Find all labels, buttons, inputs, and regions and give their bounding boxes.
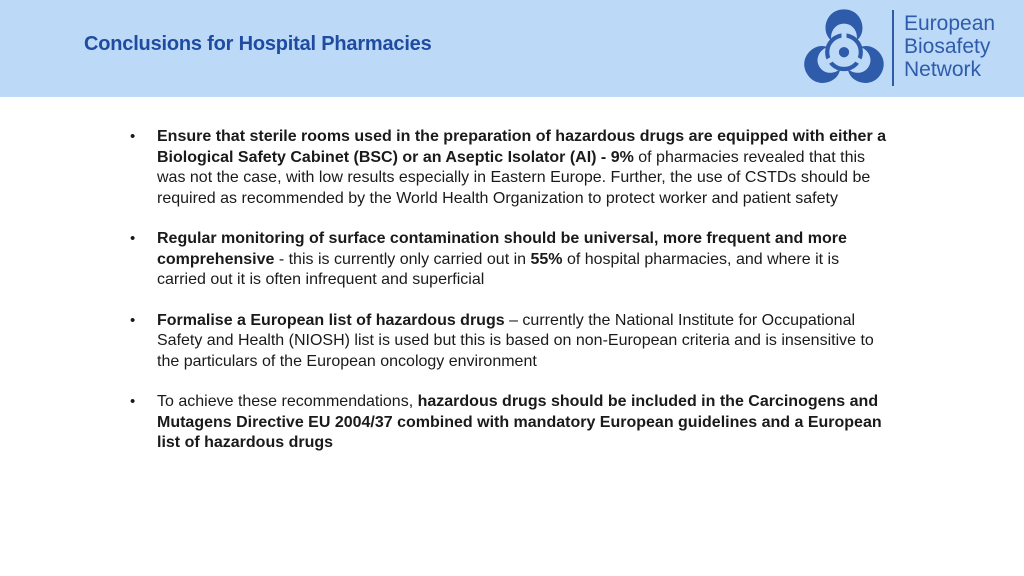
- bullet-text: To achieve these recommendations,: [157, 393, 418, 410]
- logo-line-2: Biosafety: [904, 35, 991, 58]
- bullet-text: of hospital pharmacies, and where it is carried out it is often infrequent and superficial: [157, 250, 840, 288]
- bullet-text: – currently the National Institute for Occupational Safety and Health (NIOSH) list is used but this is based on non-European criteria and is insensitive to the particulars of the European oncology environment: [157, 311, 874, 370]
- logo-text: [904, 12, 995, 81]
- logo-line-3: Network: [904, 58, 982, 81]
- bullet-marker: •: [130, 393, 136, 410]
- bullet-text: - this is currently only carried out in: [274, 250, 531, 268]
- bullet-item: [130, 392, 890, 454]
- bullet-bold-text: 55%: [530, 250, 563, 268]
- bullet-marker: •: [130, 230, 136, 247]
- bullet-text: of pharmacies revealed that this was not the case, with low results especially in Eastern Europe. Further, the use of CSTDs should be required as recommended by the World Health Organization to protect worker and patient safety: [157, 148, 871, 207]
- bullet-bold-text: Formalise a European list of hazardous drugs: [157, 311, 505, 329]
- page-title: Conclusions for Hospital Pharmacies: [84, 33, 432, 55]
- bullet-bold-text: hazardous drugs should be included in the Carcinogens and Mutagens Directive EU 2004/37 combined with mandatory European guidelines and a European list of hazardous drugs: [157, 393, 882, 451]
- bullet-marker: •: [130, 311, 136, 329]
- logo-line-1: European: [904, 12, 996, 35]
- bullet-item: [130, 311, 890, 373]
- bullet-bold-text: Regular monitoring of surface contamination should be universal, more frequent and more comprehensive: [157, 230, 847, 268]
- bullet-item: [130, 229, 890, 291]
- bullet-bold-text: Ensure that sterile rooms used in the preparation of hazardous drugs are equipped with either a Biological Safety Cabinet (BSC) or an Aseptic Isolator (AI) - 9%: [157, 128, 887, 166]
- logo-divider: [892, 10, 894, 86]
- bullet-item: [130, 127, 890, 209]
- biohazard-icon: [800, 6, 888, 90]
- header-bar: [0, 0, 1024, 97]
- bullet-marker: •: [130, 128, 136, 145]
- bullet-list: [130, 127, 890, 474]
- ebn-logo: [800, 6, 1020, 91]
